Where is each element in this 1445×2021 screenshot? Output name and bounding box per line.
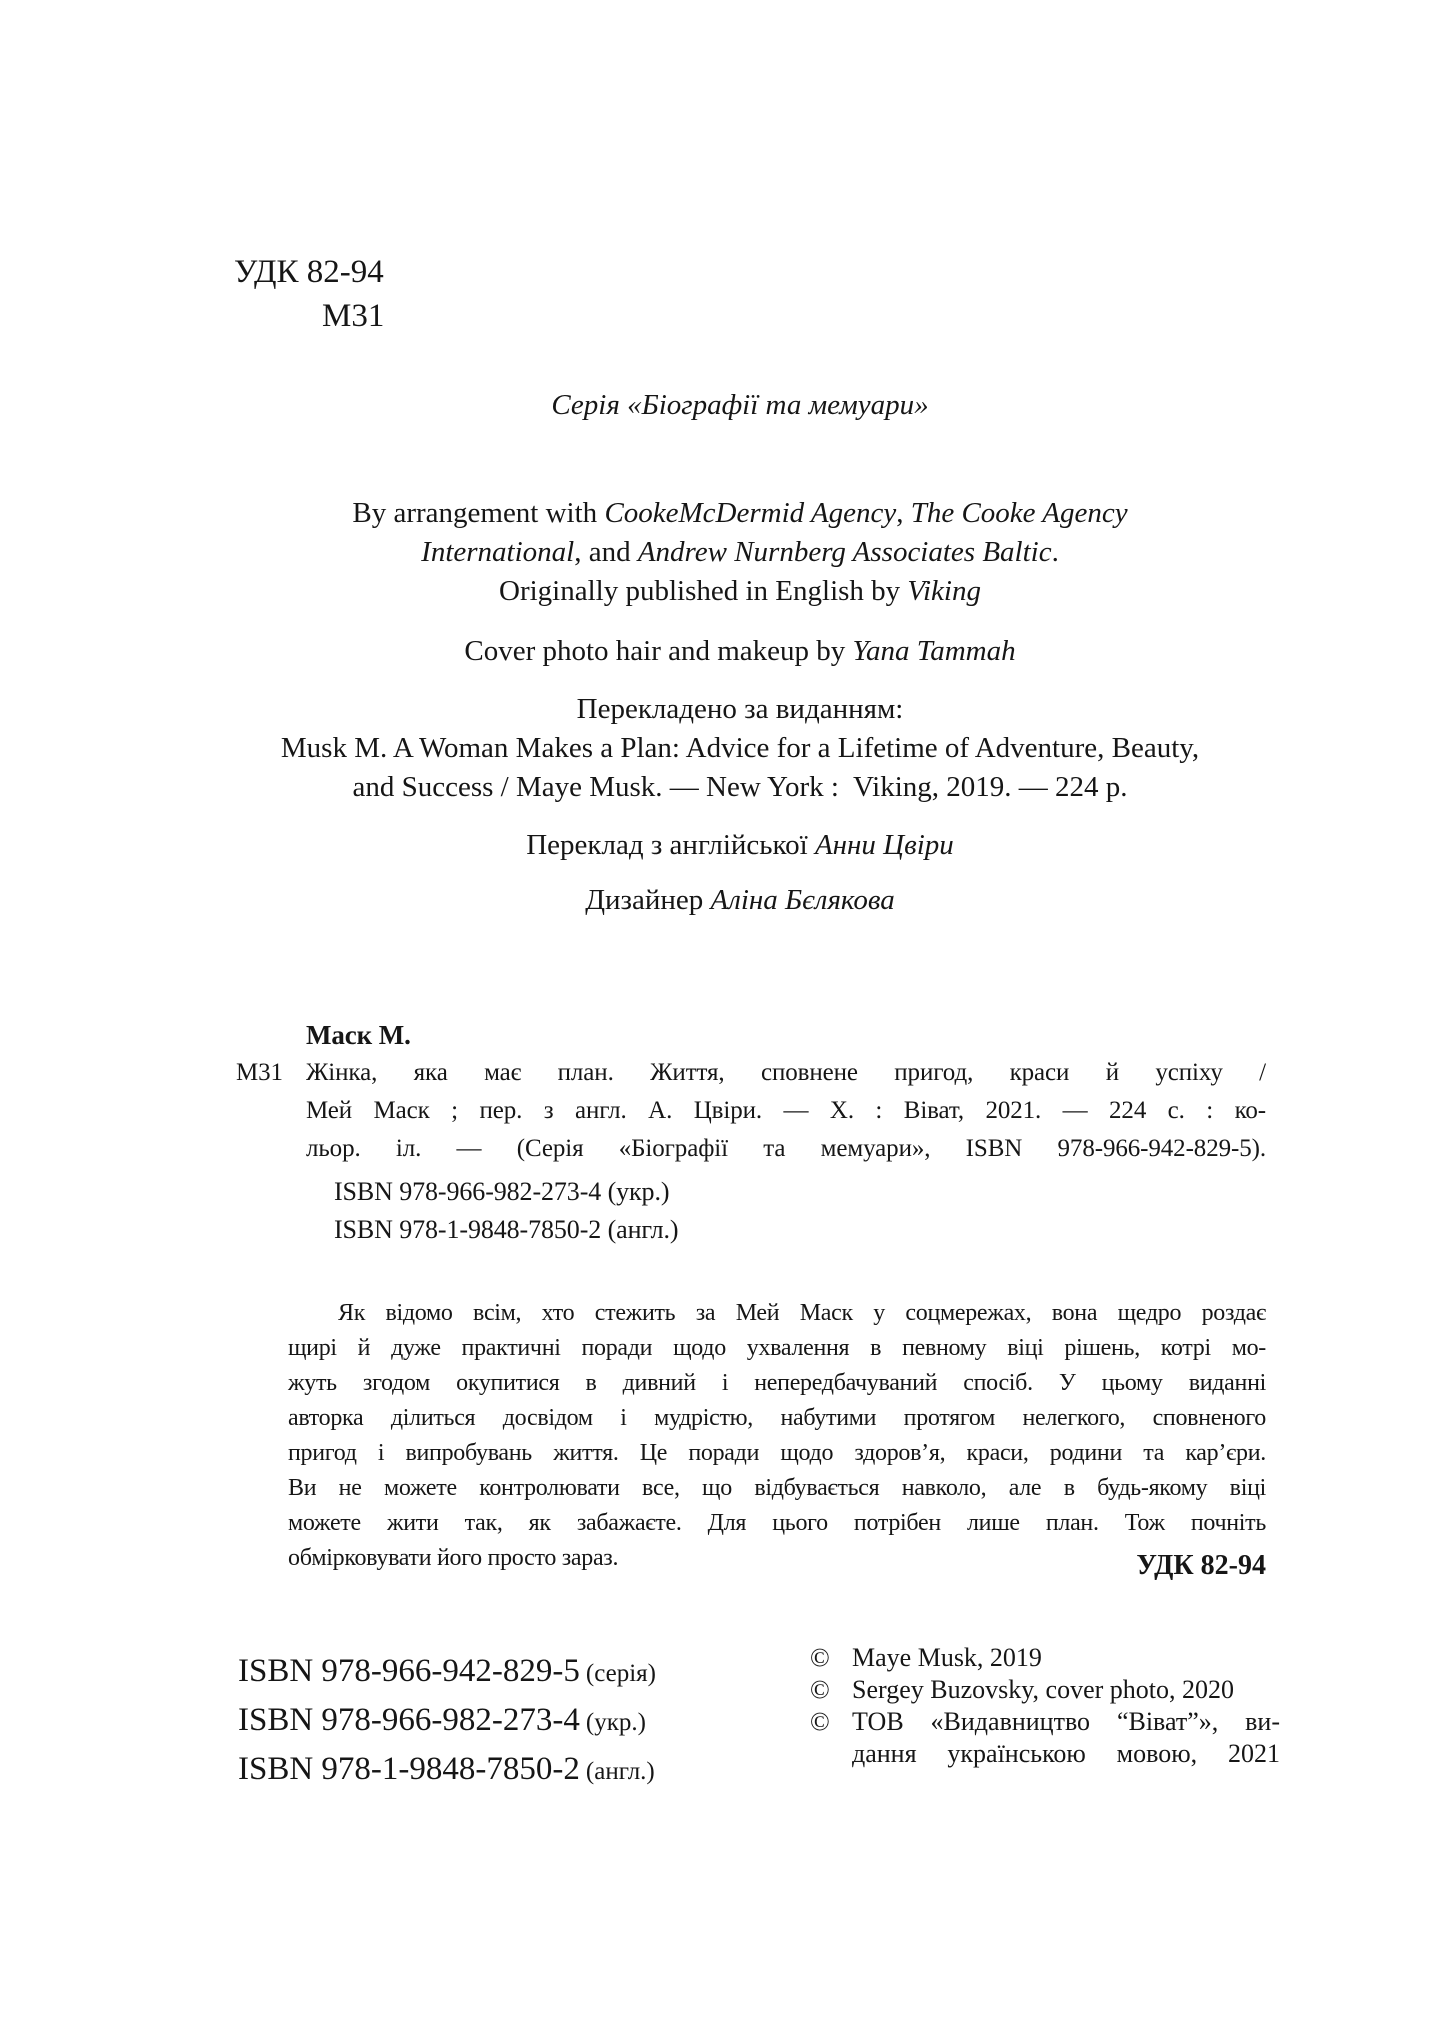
designer-credit	[212, 881, 1268, 920]
isbn-number: ISBN 978-1-9848-7850-2	[238, 1751, 580, 1787]
cover-photo-credit	[212, 632, 1268, 671]
cataloging-line-1: Жінка, яка має план. Життя, сповнене пригод, краси й успіху /	[306, 1059, 1266, 1086]
isbn-item	[238, 1648, 656, 1697]
annotation-line-6: Ви не можете контролювати все, що відбувається навколо, але в будь-якому віці	[288, 1475, 1266, 1501]
udc-bottom: УДК 82-94	[1136, 1550, 1266, 1581]
translator-credit	[212, 826, 1268, 865]
rights-text: .	[1051, 536, 1059, 568]
annotation-line-4: авторка ділиться досвідом і мудрістю, набутими протягом нелегкого, сповненого	[288, 1405, 1266, 1431]
rights-line-1	[212, 494, 1268, 533]
source-edition-line-2: and Success / Maye Musk. — New York : Viking, 2019. — 224 p.	[352, 771, 1128, 803]
cataloging-isbn-eng: ISBN 978-1-9848-7850-2 (англ.)	[334, 1215, 679, 1244]
annotation-line-2: щирі й дуже практичні поради щодо ухвалення в певному віці рішень, котрі мо-	[288, 1335, 1266, 1361]
rights-statement	[212, 494, 1268, 611]
credit-text: Дизайнер	[585, 884, 711, 916]
source-edition-block	[212, 690, 1268, 807]
copyright-text: Maye Musk, 2019	[852, 1643, 1042, 1672]
designer-name: Аліна Бєлякова	[710, 884, 895, 916]
cataloging-entry	[236, 1016, 1266, 1249]
agency-name: CookeMcDermid Agency	[604, 497, 897, 529]
annotation-line-1: Як відомо всім, хто стежить за Мей Маск у соцмережах, вона щедро роздає	[338, 1300, 1266, 1326]
publisher-name: Viking	[907, 575, 981, 607]
isbn-qualifier: (серія)	[585, 1660, 656, 1687]
annotation-line-3: жуть згодом окупитися в дивний і непередбачуваний спосіб. У цьому виданні	[288, 1370, 1266, 1396]
copyright-symbol: ©	[810, 1643, 830, 1672]
copyright-item	[810, 1642, 1280, 1674]
cataloging-author: Маск М.	[306, 1020, 411, 1050]
agency-name: The Cooke Agency	[910, 497, 1128, 529]
copyright-text: дання українською мовою, 2021	[852, 1739, 1280, 1768]
agency-name: Andrew Nurnberg Associates Baltic	[637, 536, 1052, 568]
isbn-item	[238, 1697, 656, 1746]
series-name: Серія «Біографії та мемуари»	[551, 389, 929, 421]
copyright-item	[810, 1706, 1280, 1770]
cataloging-author-sign: М31	[236, 1059, 283, 1086]
author-sign: М31	[322, 298, 385, 334]
copyright-symbol: ©	[810, 1707, 830, 1736]
copyright-text: ТОВ «Видавництво “Віват”», ви-	[852, 1707, 1280, 1736]
isbn-number: ISBN 978-966-982-273-4	[238, 1702, 580, 1738]
cataloging-body	[236, 1054, 1266, 1249]
rights-text: By arrangement with	[352, 497, 605, 529]
isbn-qualifier: (англ.)	[585, 1758, 655, 1785]
copyright-list	[810, 1642, 1280, 1770]
rights-line-2	[212, 533, 1268, 572]
isbn-qualifier: (укр.)	[585, 1709, 646, 1736]
copyright-symbol: ©	[810, 1675, 830, 1704]
source-edition-heading: Перекладено за виданням:	[576, 693, 904, 725]
annotation-line-5: пригод і випробувань життя. Це поради щодо здоров’я, краси, родини та кар’єри.	[288, 1440, 1266, 1466]
rights-line-3	[212, 572, 1268, 611]
credit-text: Cover photo hair and makeup by	[464, 635, 853, 667]
udc-block	[234, 250, 384, 338]
cataloging-line-2: Мей Маск ; пер. з англ. А. Цвіри. — Х. : Віват, 2021. — 224 с. : ко-	[306, 1097, 1266, 1124]
rights-text: Originally published in English by	[499, 575, 908, 607]
udc-number: УДК 82-94	[234, 254, 384, 290]
series-line	[212, 386, 1268, 425]
rights-text: , and	[574, 536, 638, 568]
cataloging-line-3: льор. іл. — (Серія «Біографії та мемуари», ISBN 978-966-942-829-5).	[306, 1135, 1266, 1162]
rights-text: ,	[896, 497, 911, 529]
cataloging-isbn-ukr: ISBN 978-966-982-273-4 (укр.)	[334, 1177, 670, 1206]
annotation-line-7: можете жити так, як забажаєте. Для цього потрібен лише план. Тож почніть	[288, 1510, 1266, 1536]
credit-text: Переклад з англійської	[526, 829, 815, 861]
isbn-item	[238, 1746, 656, 1795]
isbn-list	[238, 1648, 656, 1795]
source-edition-line-1: Musk M. A Woman Makes a Plan: Advice for a Lifetime of Adventure, Beauty,	[280, 732, 1200, 764]
stylist-name: Yana Tammah	[852, 635, 1016, 667]
agency-name: International	[421, 536, 575, 568]
isbn-number: ISBN 978-966-942-829-5	[238, 1653, 580, 1689]
copyright-text: Sergey Buzovsky, cover photo, 2020	[852, 1675, 1235, 1704]
copyright-item	[810, 1674, 1280, 1706]
translator-name: Анни Цвіри	[814, 829, 954, 861]
annotation	[288, 1296, 1266, 1576]
annotation-line-8: обмірковувати його просто зараз.	[288, 1545, 619, 1571]
